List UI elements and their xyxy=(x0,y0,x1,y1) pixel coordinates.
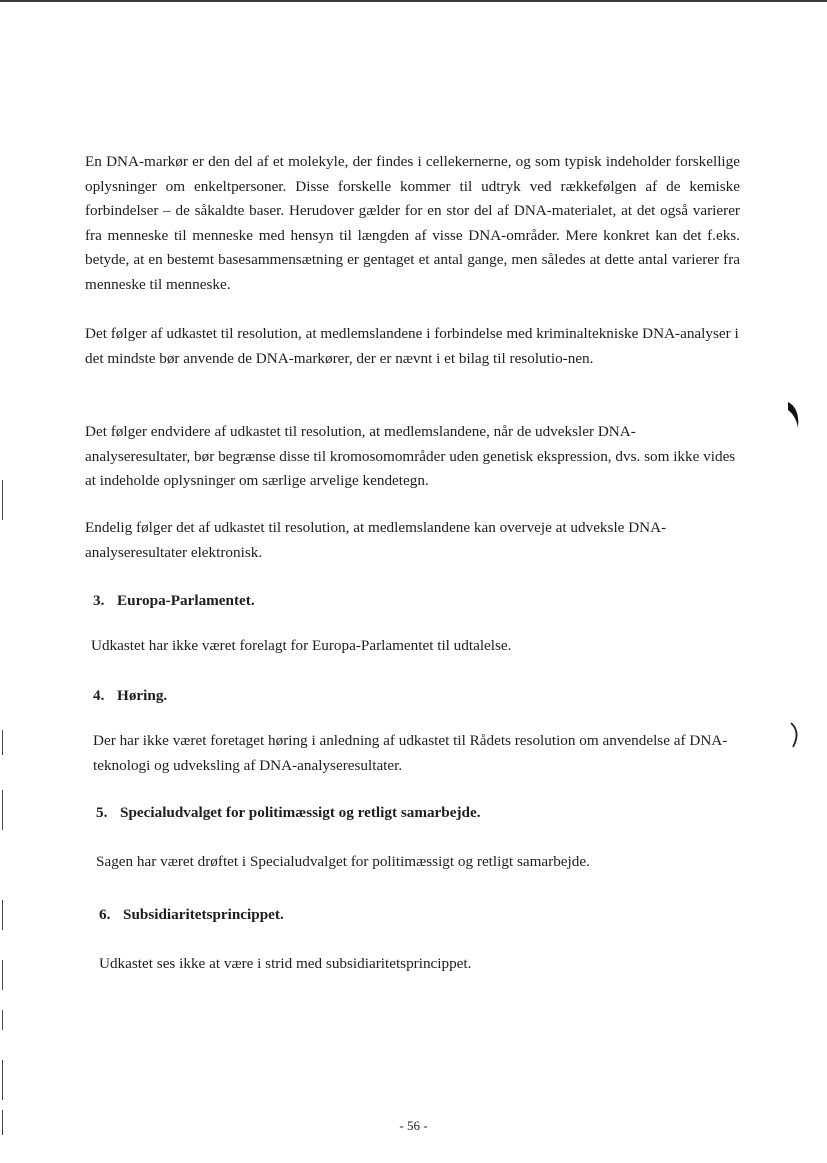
scan-punch-mark xyxy=(784,398,804,432)
section-title: Subsidiaritetsprincippet. xyxy=(123,906,284,923)
section-title: Høring. xyxy=(117,687,168,704)
paragraph-dna-marker-definition: En DNA-markør er den del af et molekyle, der findes i cellekernerne, og som typisk indeholder forskellige oplysninger om enkeltpersoner. Disse forskelle kommer til udtryk ved rækkefølgen af de kemiske forbindelser – de såkaldte baser. Herudover gælder for en stor del af DNA-materialet, at det også varierer fra menneske til menneske med hensyn til længden af visse DNA-områder. Mere konkret kan det f.eks. betyde, at en bestemt basesammensætning er gentaget et antal gange, men således at dette antal varierer fra menneske til menneske. xyxy=(85,153,740,293)
section-number: 4. xyxy=(93,687,105,704)
scan-edge-mark xyxy=(2,960,3,990)
section-body-specialudvalget: Sagen har været drøftet i Specialudvalget for politimæssigt og retligt samarbejde. xyxy=(96,853,590,870)
scan-edge-mark xyxy=(2,730,3,755)
section-heading-horing xyxy=(93,687,167,705)
scan-edge-mark xyxy=(2,480,3,520)
section-body-subsidiaritetsprincippet: Udkastet ses ikke at være i strid med subsidiaritetsprincippet. xyxy=(99,955,472,972)
scan-top-border xyxy=(0,0,827,2)
paragraph-dna-markers-requirement: Det følger af udkastet til resolution, at medlemslandene i forbindelse med kriminaltekniske DNA-analyser i det mindste bør anvende de DNA-markører, der er nævnt i et bilag til resolutio-nen. xyxy=(85,325,739,367)
scan-edge-mark xyxy=(2,790,3,830)
section-body-europa-parlamentet: Udkastet har ikke været forelagt for Europa-Parlamentet til udtalelse. xyxy=(91,637,512,654)
section-title: Europa-Parlamentet. xyxy=(117,592,255,609)
scan-edge-mark xyxy=(2,1010,3,1030)
scan-edge-mark xyxy=(2,1060,3,1100)
scan-punch-mark xyxy=(788,720,804,750)
section-body-horing: Der har ikke været foretaget høring i anledning af udkastet til Rådets resolution om anvendelse af DNA-teknologi og udveksling af DNA-analyseresultater. xyxy=(93,732,728,774)
paragraph-electronic-exchange: Endelig følger det af udkastet til resolution, at medlemslandene kan overveje at udveksle DNA-analyseresultater elektronisk. xyxy=(85,519,667,561)
section-heading-europa-parlamentet xyxy=(93,592,255,610)
section-heading-subsidiaritetsprincippet xyxy=(99,906,284,924)
section-heading-specialudvalget xyxy=(96,804,481,822)
section-title: Specialudvalget for politimæssigt og retligt samarbejde. xyxy=(120,804,481,821)
page-number: - 56 - xyxy=(399,1118,428,1133)
section-number: 5. xyxy=(96,804,108,821)
scan-edge-mark xyxy=(2,900,3,930)
paragraph-data-exchange-limits: Det følger endvidere af udkastet til resolution, at medlemslandene, når de udveksler DNA-analyseresultater, bør begrænse disse til kromosomområder uden genetisk ekspression, dvs. som ikke vides at indeholde oplysninger om særlige arvelige kendetegn. xyxy=(85,423,736,489)
section-number: 3. xyxy=(93,592,105,609)
section-number: 6. xyxy=(99,906,111,923)
